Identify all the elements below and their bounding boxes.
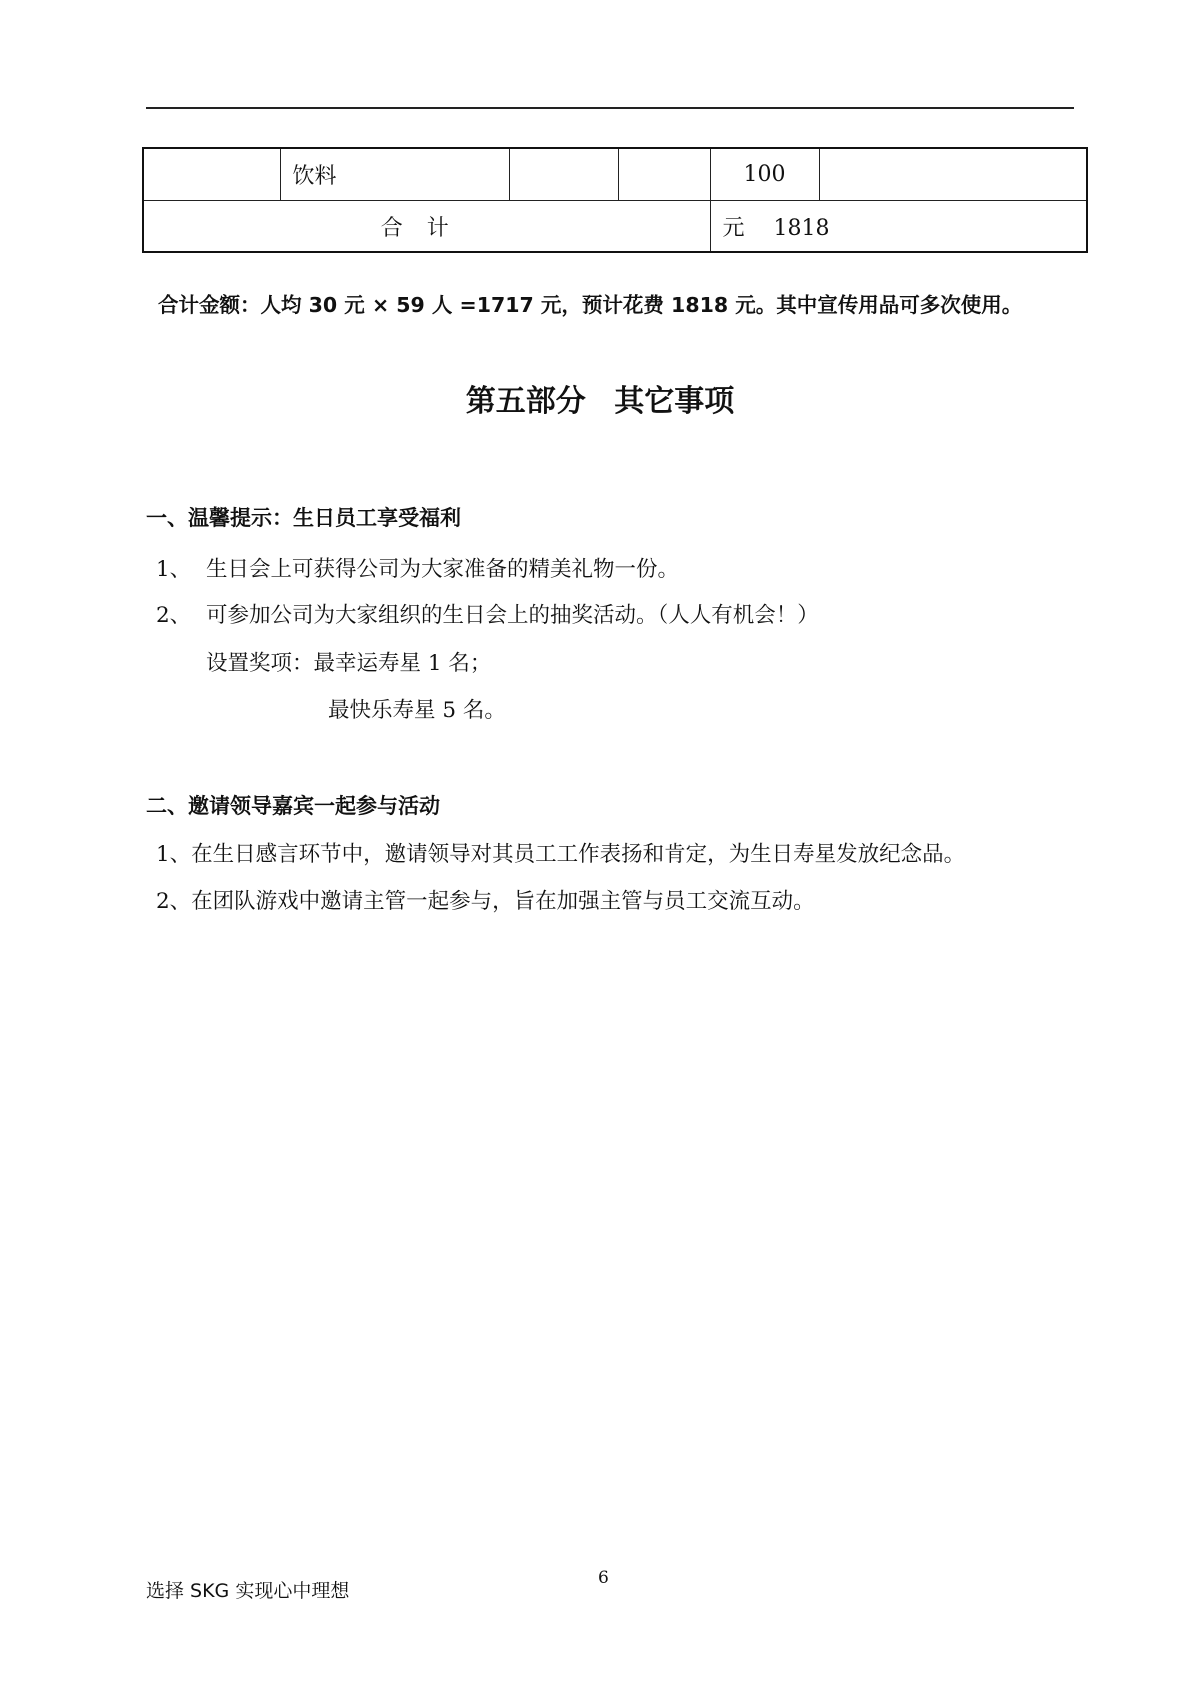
table-row: [143, 148, 1087, 201]
list-item: [156, 552, 679, 583]
budget-table: [142, 147, 1088, 253]
footer-slogan: 选择 SKG 实现心中理想: [146, 1580, 350, 1602]
list-item-number: 1、: [156, 557, 192, 582]
table-cell: [143, 148, 280, 201]
list-item: 1、在生日感言环节中，邀请领导对其员工工作表扬和肯定，为生日寿星发放纪念品。: [156, 842, 966, 867]
table-cell: [819, 148, 1087, 201]
prize-line: 最快乐寿星 5 名。: [328, 698, 506, 723]
section1-heading: 一、温馨提示：生日员工享受福利: [146, 506, 461, 530]
list-item: [156, 598, 819, 629]
list-item: 2、在团队游戏中邀请主管一起参与，旨在加强主管与员工交流互动。: [156, 889, 815, 914]
section2-heading: 二、邀请领导嘉宾一起参与活动: [146, 794, 440, 818]
list-item-number: 2、: [156, 603, 192, 628]
page-number: 6: [598, 1568, 609, 1588]
table-cell: [618, 148, 710, 201]
table-cell: [509, 148, 618, 201]
header-rule: [146, 107, 1074, 109]
prize-line: 设置奖项：最幸运寿星 1 名；: [206, 651, 492, 676]
total-value: 元 1818: [710, 201, 1087, 253]
budget-summary: 合计金额：人均 30 元 × 59 人 =1717 元，预计花费 1818 元。其中宣传用品可多次使用。: [158, 293, 1023, 317]
table-cell-item: 饮料: [280, 148, 509, 201]
part-title: 第五部分 其它事项: [465, 384, 735, 419]
table-cell-amount: 100: [710, 148, 819, 201]
list-item-text: 可参加公司为大家组织的生日会上的抽奖活动。（人人有机会！）: [206, 603, 819, 628]
table-total-row: [143, 201, 1087, 253]
list-item-text: 生日会上可获得公司为大家准备的精美礼物一份。: [206, 557, 680, 582]
total-label: 合计: [143, 201, 710, 253]
